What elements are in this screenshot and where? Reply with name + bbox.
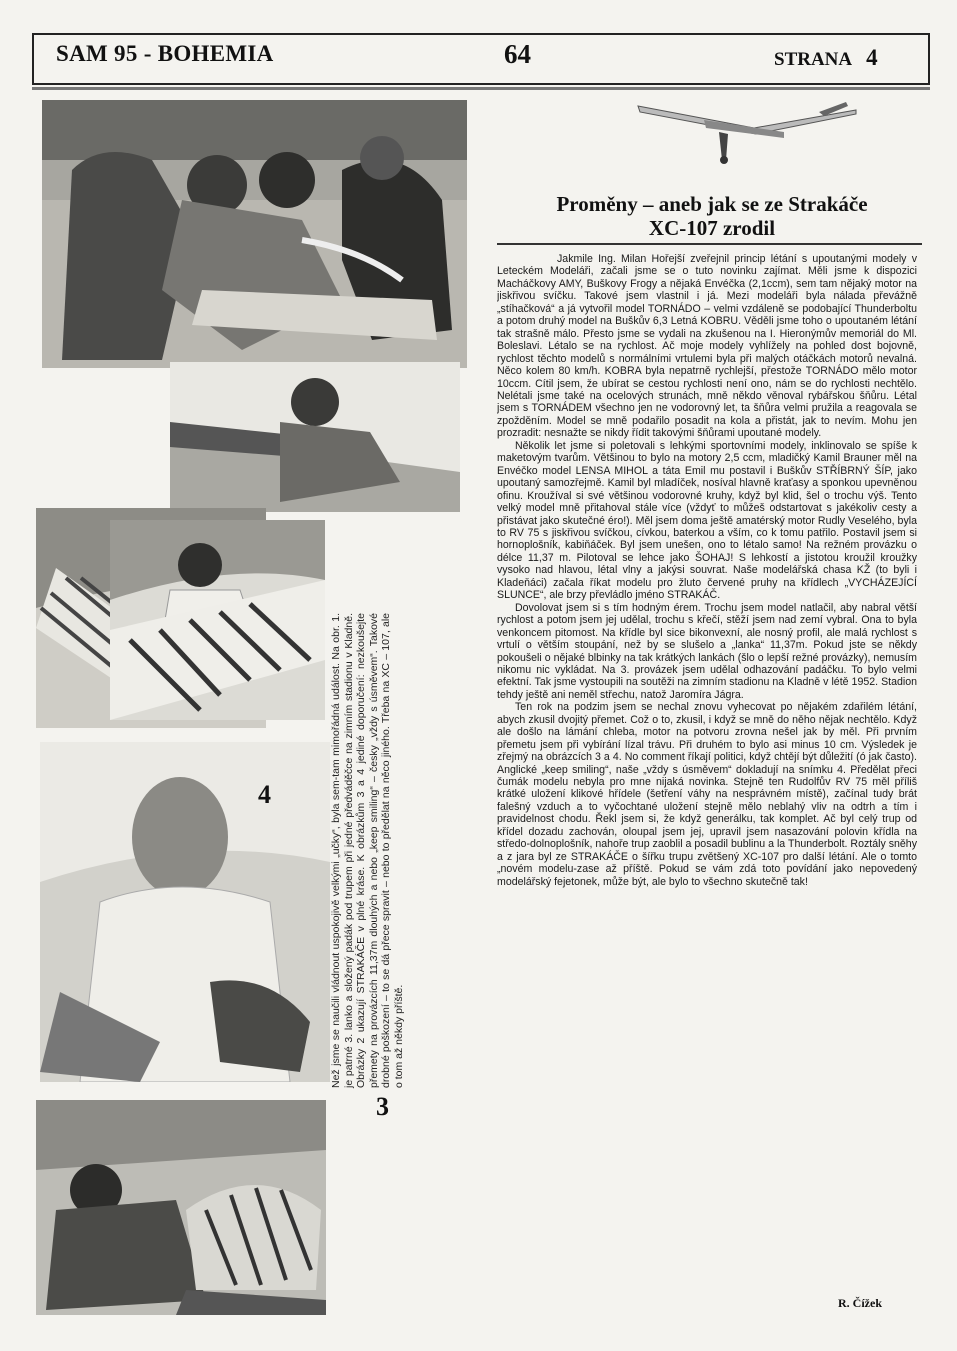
photo-caption: Než jsme se naučili vládnout uspokojivě velkými „učky“, byla sem-tam mimořádná událost. Na obr. 1. je patrné 3. lanko a složený padák pod trupem při jedné předváděčce na zimním stadionu v Kladně. Obrázky 2 ukazují STRAKÁČE v plné kráse. K obrázkům 3 a 4 jediné doporučení: nezkoušejte přemety na provázcích 11,37m dlouhých a nebo „keep smiling“ – česky „vždy s úsměvem“. Takové drobné poškození – to se dá přece spravit – nebo to předělat na něco jiného. Třeba na XC – 107, ale o tom až někdy příště.	[330, 613, 405, 1088]
figure-number-4: 4	[258, 780, 271, 809]
article-paragraph-3: Dovolovat jsem si s tím hodným érem. Trochu jsem model natlačil, aby nabral větší rychlost a potom jsem jej udělal, trochu s křečí, stěží jsem nad zemí vybral. Ona to byla venkoncem pitomost. Na křídle byl sice bikonvexní, ale nosný profil, ale malá rychlost s vrtulí o větším stoupání, než by se slušelo a „lanka“ 11,37m. Pokud jste se někdy pokoušeli o nějaké blbinky na tak krátkých lankách (šlo o lepší režné provázky), nemusím nikomu nic vykládat. Na 3. provázek jsem udělal odhazování padáčku. To bylo velmi efektní. Tak jsme vystoupili na soutěži na zimním stadionu na Kladně v létě 1952. Stadion tehdy ještě ani neměl střechu, natož Jaromíra Jágra.	[497, 601, 917, 701]
glider-drawing	[634, 98, 860, 168]
article-title	[492, 192, 932, 240]
page-label: STRANA	[774, 49, 853, 70]
author-signature: R. Čížek	[838, 1296, 882, 1310]
photo-3-image	[36, 1100, 326, 1315]
page-number: 4	[866, 45, 878, 70]
photo-2-man-wing	[170, 362, 460, 512]
magazine-title: SAM 95 - BOHEMIA	[56, 41, 274, 66]
photo-1-image	[42, 100, 467, 368]
article-body	[497, 253, 917, 1313]
article-paragraph-2: Několik let jsme si poletovali s lehkými sportovními modely, inklinovalo se spíše k maketovým tvarům. Většinou to bylo na motory 2,5 ccm, mladičký Kamil Brauner měl na Envéčko model LENSA MIHOL a táta Emil mu postavil i Buškův STŘÍBRNÝ ŠÍP, jako upoutaný samozřejmě. Kamil byl mladíček, nosíval hlavně kraťasy a sponkou upevněnou ofinu. Kroužíval si své většinou vodorovné kruhy, když byl klid, šel o trochu výš. Tento velký model mně přitahoval stále více (vždyť to můžeš odstartovat s jakékoliv cesty a přistávat jako skutečné éro!). Měl jsem doma ještě amatérský motor Rudly Veselého, byla to RV 75 s jiskřivou svíčkou, cívkou, baterkou a vším, co k tomu patřilo. Postavil jsem si hornoplošník, kabiňáček. Byl jsem unešen, ono to létalo samo! Na režném provázku o délce 11,37 m. Pilotoval se lehce jako ŠOHAJ! S lehkostí a jistotou kroužil kroužky vysoko nad hlavou, létal vlny a jakýsi souvrat. Naše modelářská chasa KŽ (to byli i Kladeňáci) začala říkat modelu pro žluto červené pruhy na křídlech „VYCHÁZEJÍCÍ SLUNCE“, ale brzy převládlo jméno STRAKÁČ.	[497, 439, 917, 602]
article-title-line2: XC-107 zrodil	[648, 216, 776, 240]
photo-2-image	[170, 362, 460, 512]
figure-number-3: 3	[376, 1092, 389, 1121]
photo-2-pilot	[110, 520, 325, 720]
title-rule	[497, 243, 922, 245]
photo-4-smiling-man	[40, 742, 330, 1082]
article-paragraph-1: Jakmile Ing. Milan Hořejší zveřejnil princip létání s upoutanými modely v Leteckém Modeláři, začali jsme se o tuto novinku zajímat. Měli jsme k dispozici Macháčkovy AMY, Buškovy Frogy a nějaká Envéčka (2,1ccm), sem tam nějaký motor na jiskřivou svíčku. Takové jsem vlastnil i já. Mezi modeláři byla nálada převážně „stíhačková“ a já vytvořil model TORNÁDO – velmi vzdáleně se podobající Thunderboltu a potom druhý model na Buškův 6,3 Letná KOBRU. Věděli jsme toho o upoutaném létání tak strašně málo. Přesto jsme se vydali na zkušenou na I. Hieronýmův memoriál do Ml. Boleslavi. Létalo se na rychlost. Ač moje modely vyhlížely na pohled dost bojovně, rychlost těchto modelů s normálními vrtulemi byla při malých otáčkách motorů nevalná. Něco kolem 80 km/h. KOBRA byla nepatrně rychlejší, přestože TORNÁDO mělo motor 10ccm. Cítil jsem, že ubírat se cestou rychlosti není ono, nám se do rychlosti nechtělo. Nelétali jsme také na ocelových strunách, mně někdo věnoval rybářskou šňůru. Létal jsem s TORNÁDEM všechno jen ne vodorovný let, ta šňůra velmi pružila a reagovala se zpožděním. Model se mně podařilo posadit na kola a přistát, jak to nevím. Mohu jen prozradit: nesnažte se nikdy řídit takovými šňůrami upoutané modely.	[497, 253, 917, 440]
page-indicator	[774, 45, 878, 71]
photo-4-image	[40, 742, 330, 1082]
page-header	[32, 33, 930, 85]
issue-number: 64	[504, 39, 531, 69]
photo-1-group	[42, 100, 467, 368]
photo-2c-image	[110, 520, 325, 720]
article-paragraph-4: Ten rok na podzim jsem se nechal znovu vyhecovat po nějakém zdařilém létání, abych zkusil dvojitý přemet. Což o to, zkusil, i když se mně do něho nějak nechtělo. Když ale došlo na lámání chleba, motor na potvoru zrovna nešel jak by měl. Při prvním přemetu jsem při vybírání lízal trávu. Při druhém to bylo asi minus 10 cm. Výsledek je zřejmý na obrázcích 3 a 4. No comment říkají politici, když chtějí být důležití (ó jak často). Anglické „keep smiling“, naše „vždy s úsměvem“ dokladují na snímku 4. Předělat přeci čumák modelu nebyla pro mne nijaká novinka. Stejně ten Rudolfův RV 75 měl příliš krátké uložení klikové hřídele (šetření váhy na nesprávném místě), začínal tudy brát falešný vzduch a to vyčochtané uložení stejně mělo neblahý vliv na odtrh a tím i pravidelnost chodu. Řekl jsem si, že když generálku, tak komplet. Ač byl celý trup od křídel dozadu zachován, oloupal jsem jej, upravil jsem nasazování polovin křídla na středo-dolnoplošník, nahoře trup zaoblil a posadil bublinu a la Thunderbolt. Roztály sněhy a z jara byl ze STRAKÁČE o šířku trupu zvětšený XC-107 pro další létání. Ale o tomto „novém modelu-zase až příště. Pokud se vám zdá toto povídání jako nepovedený modelářský fejetonek, může být, ale bylo to všechno skutečně tak!	[497, 701, 917, 888]
article-title-line1: Proměny – aneb jak se ze Strakáče	[556, 192, 868, 216]
photo-3-crash	[36, 1100, 326, 1315]
